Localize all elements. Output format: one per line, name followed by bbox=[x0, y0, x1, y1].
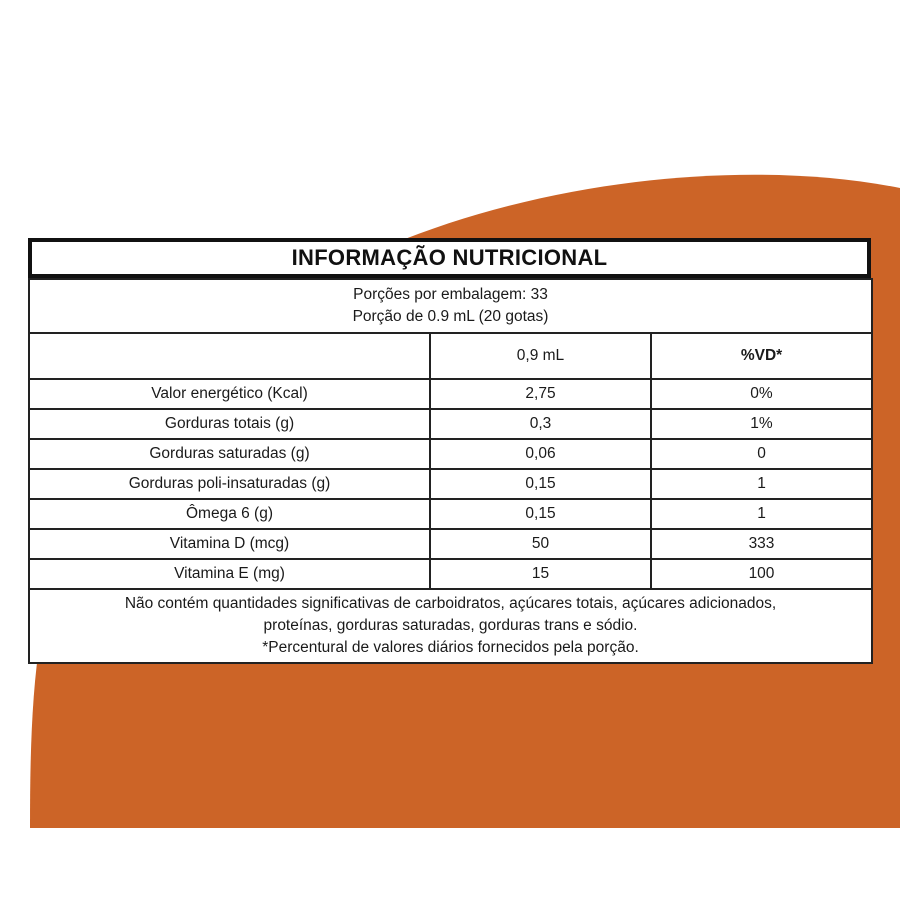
nutrient-name: Gorduras saturadas (g) bbox=[29, 439, 430, 469]
nutrition-title: INFORMAÇÃO NUTRICIONAL bbox=[291, 245, 608, 270]
serving-size: Porção de 0.9 mL (20 gotas) bbox=[352, 308, 549, 325]
table-row bbox=[29, 409, 872, 439]
nutrient-amount: 0,15 bbox=[430, 499, 651, 529]
portions-row bbox=[29, 279, 872, 333]
portions-cell bbox=[29, 279, 872, 333]
nutrient-name: Vitamina D (mcg) bbox=[29, 529, 430, 559]
nutrient-amount: 0,3 bbox=[430, 409, 651, 439]
footer-note-cell bbox=[29, 589, 872, 663]
nutrient-amount: 15 bbox=[430, 559, 651, 589]
portions-per-package: Porções por embalagem: 33 bbox=[353, 286, 548, 303]
footer-line-2: proteínas, gorduras saturadas, gorduras trans e sódio. bbox=[263, 617, 638, 634]
nutrition-table bbox=[28, 278, 873, 664]
nutrient-daily-value: 0% bbox=[651, 379, 872, 409]
nutrient-amount: 50 bbox=[430, 529, 651, 559]
table-row bbox=[29, 559, 872, 589]
nutrient-daily-value: 333 bbox=[651, 529, 872, 559]
nutrient-name: Ômega 6 (g) bbox=[29, 499, 430, 529]
nutrient-daily-value: 1% bbox=[651, 409, 872, 439]
nutrient-name: Gorduras poli-insaturadas (g) bbox=[29, 469, 430, 499]
footer-line-1: Não contém quantidades significativas de carboidratos, açúcares totais, açúcares adicionados, bbox=[124, 595, 777, 612]
header-daily-value: %VD* bbox=[651, 333, 872, 379]
header-blank-cell bbox=[29, 333, 430, 379]
nutrient-daily-value: 100 bbox=[651, 559, 872, 589]
nutrient-amount: 0,06 bbox=[430, 439, 651, 469]
footer-line-3: *Percentural de valores diários fornecidos pela porção. bbox=[262, 639, 639, 656]
nutrient-name: Gorduras totais (g) bbox=[29, 409, 430, 439]
table-row bbox=[29, 379, 872, 409]
nutrition-facts-panel bbox=[28, 238, 871, 664]
nutrient-daily-value: 1 bbox=[651, 469, 872, 499]
nutrient-rows bbox=[29, 379, 872, 589]
nutrient-daily-value: 1 bbox=[651, 499, 872, 529]
nutrient-name: Valor energético (Kcal) bbox=[29, 379, 430, 409]
table-row bbox=[29, 529, 872, 559]
header-amount: 0,9 mL bbox=[430, 333, 651, 379]
nutrient-amount: 0,15 bbox=[430, 469, 651, 499]
footer-row bbox=[29, 589, 872, 663]
nutrition-title-box bbox=[28, 238, 871, 278]
table-row bbox=[29, 469, 872, 499]
table-header-row bbox=[29, 333, 872, 379]
nutrient-amount: 2,75 bbox=[430, 379, 651, 409]
nutrient-daily-value: 0 bbox=[651, 439, 872, 469]
nutrient-name: Vitamina E (mg) bbox=[29, 559, 430, 589]
table-row bbox=[29, 499, 872, 529]
table-row bbox=[29, 439, 872, 469]
